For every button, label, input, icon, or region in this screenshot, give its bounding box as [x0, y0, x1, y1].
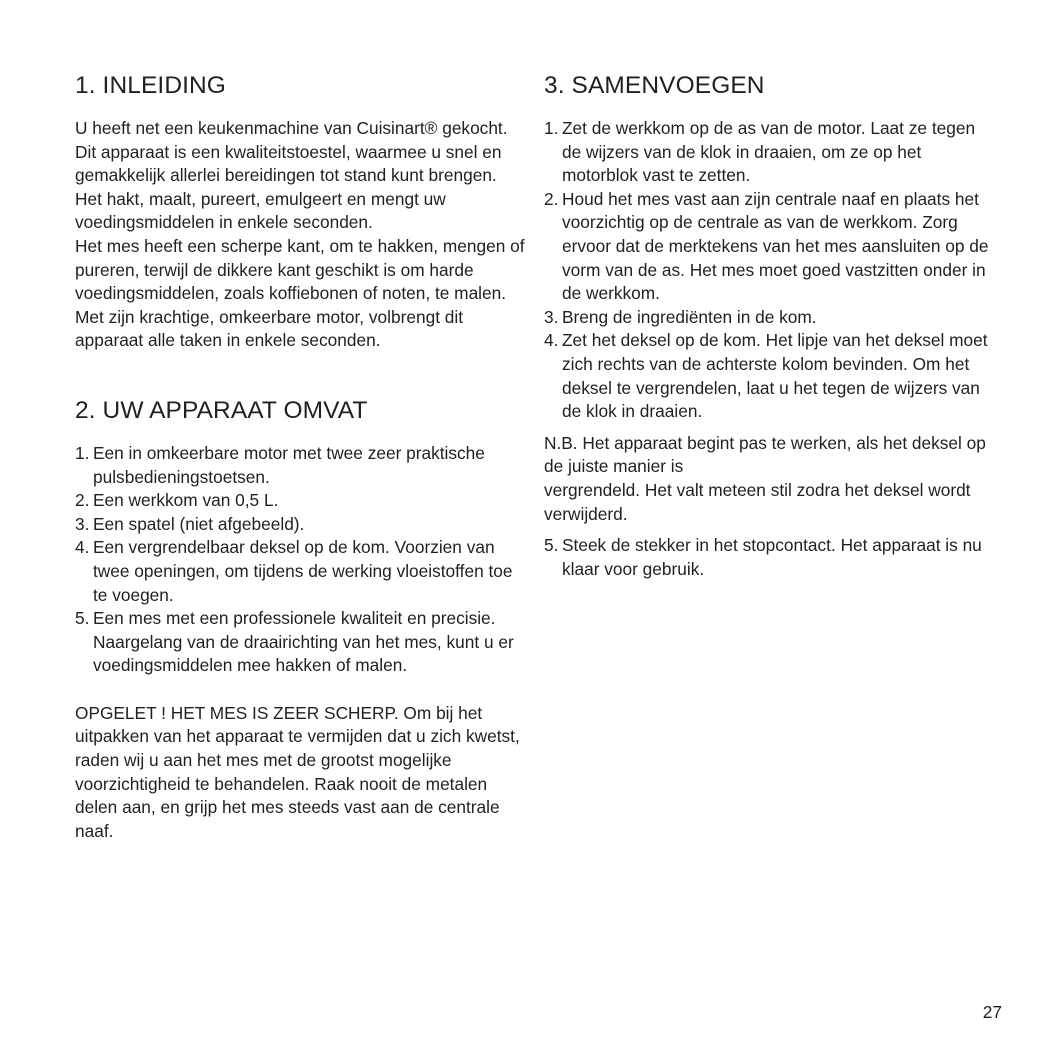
- list-item: 5. Een mes met een professionele kwaliteit en precisie. Naargelang van de draairichting van het mes, kunt u er voedingsmiddelen mee hakken of malen.: [75, 608, 514, 676]
- intro-paragraph: Het mes heeft een scherpe kant, om te hakken, mengen of pureren, terwijl de dikkere kant geschikt is om harde voedingsmiddelen, zoals koffiebonen of noten, te malen. Met zijn krachtige, omkeerbare motor, volbrengt dit apparaat alle taken in enkele seconden.: [75, 235, 525, 351]
- list-item: 2. Een werkkom van 0,5 L.: [75, 490, 279, 511]
- note-line: N.B. Het apparaat begint pas te werken, als het deksel op de juiste manier is: [544, 432, 986, 477]
- warning-paragraph: OPGELET ! HET MES IS ZEER SCHERP. Om bij het uitpakken van het apparaat te vermijden dat u zich kwetst, raden wij u aan het mes met de grootst mogelijke voorzichtigheid te behandelen. Raak nooit de metalen delen aan, en grijp het mes steeds vast aan de centrale naaf.: [75, 702, 520, 841]
- list-item: 5. Steek de stekker in het stopcontact. Het apparaat is nu klaar voor gebruik.: [544, 535, 982, 579]
- contents-list: [75, 442, 525, 678]
- intro-paragraph: U heeft net een keukenmachine van Cuisinart® gekocht.: [75, 118, 508, 138]
- list-item: 4. Een vergrendelbaar deksel op de kom. Voorzien van twee openingen, om tijdens de werking vloeistoffen toe te voegen.: [75, 537, 513, 605]
- intro-paragraph: Dit apparaat is een kwaliteitstoestel, waarmee u snel en gemakkelijk allerlei bereidingen tot stand kunt brengen. Het hakt, maalt, pureert, emulgeert en mengt uw voedingsmiddelen in enkele seconden.: [75, 141, 502, 233]
- list-item: 4. Zet het deksel op de kom. Het lipje van het deksel moet zich rechts van de achterste kolom bevinden. Om het deksel te vergrendelen, laat u het tegen de wijzers van de klok in draaien.: [544, 330, 988, 422]
- list-item: 2. Houd het mes vast aan zijn centrale naaf en plaats het voorzichtig op de centrale as van de werkkom. Zorg ervoor dat de merktekens van het mes aansluiten op de vorm van de as. Het mes moet goed vastzitten onder in de werkkom.: [544, 188, 989, 304]
- list-item: 3. Een spatel (niet afgebeeld).: [75, 513, 305, 534]
- assembly-steps-list: [544, 117, 989, 424]
- section-heading-apparaat-omvat: 2. UW APPARAAT OMVAT: [75, 396, 368, 424]
- final-step-list: [544, 534, 989, 581]
- left-column: [75, 70, 525, 843]
- note-paragraph: [544, 432, 989, 526]
- list-item: 1. Zet de werkkom op de as van de motor. Laat ze tegen de wijzers van de klok in draaien, om ze op het motorblok vast te zetten.: [544, 118, 976, 186]
- page-number: 27: [982, 1002, 1002, 1022]
- section-heading-inleiding: 1. INLEIDING: [75, 72, 226, 99]
- list-item: 3. Breng de ingrediënten in de kom.: [544, 306, 817, 327]
- right-column: [544, 70, 989, 581]
- section-heading-samenvoegen: 3. SAMENVOEGEN: [544, 72, 765, 99]
- list-item: 1. Een in omkeerbare motor met twee zeer praktische pulsbedieningstoetsen.: [75, 442, 485, 487]
- note-line: vergrendeld. Het valt meteen stil zodra het deksel wordt verwijderd.: [544, 479, 971, 524]
